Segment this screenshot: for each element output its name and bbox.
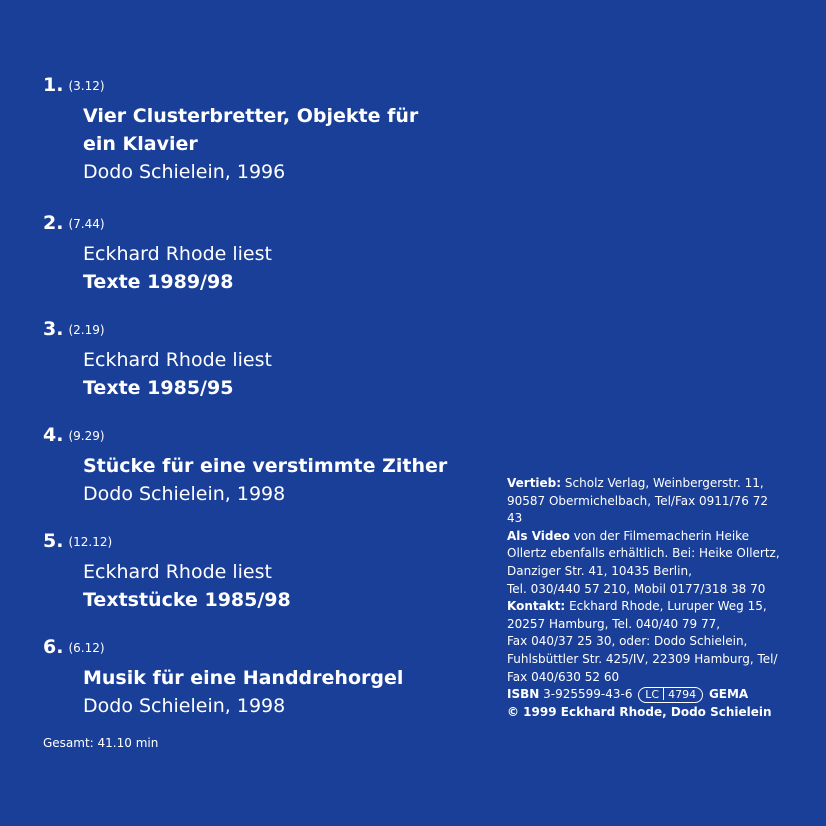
total-duration: Gesamt: 41.10 min bbox=[43, 736, 159, 750]
track-title: Musik für eine Handdrehorgel bbox=[83, 667, 404, 689]
copyright-line bbox=[507, 704, 807, 722]
track-duration: (2.19) bbox=[68, 323, 105, 337]
track-credit: Eckhard Rhode liest bbox=[83, 243, 272, 265]
kontakt-line: Fuhlsbüttler Str. 425/IV, 22309 Hamburg, Tel/ bbox=[507, 651, 778, 666]
isbn-label: ISBN bbox=[507, 687, 540, 702]
track-credit: Dodo Schielein, 1998 bbox=[83, 695, 286, 717]
track-credit: Dodo Schielein, 1998 bbox=[83, 483, 286, 505]
kontakt-block bbox=[507, 598, 807, 686]
track-duration: (6.12) bbox=[68, 641, 105, 655]
kontakt-line: Fax 040/630 52 60 bbox=[507, 669, 620, 684]
lc-label: LC bbox=[645, 688, 660, 702]
isbn-line bbox=[507, 686, 807, 704]
kontakt-line: 20257 Hamburg, Tel. 040/40 79 77, bbox=[507, 616, 721, 631]
track-header bbox=[43, 74, 463, 102]
vertrieb-label: Vertieb: bbox=[507, 476, 562, 490]
track-number: 4. bbox=[43, 424, 64, 446]
gema-label: GEMA bbox=[708, 687, 749, 702]
video-block bbox=[507, 528, 807, 598]
video-line: Tel. 030/440 57 210, Mobil 0177/318 38 70 bbox=[507, 581, 766, 596]
track-item bbox=[43, 212, 463, 296]
publisher-info bbox=[507, 475, 807, 721]
isbn-value: 3-925599-43-6 bbox=[543, 687, 633, 702]
track-number: 6. bbox=[43, 636, 64, 658]
vertrieb-line: 90587 Obermichelbach, Tel/Fax 0911/76 72 bbox=[507, 493, 768, 508]
video-line: Ollertz ebenfalls erhältlich. Bei: Heike Ollertz, bbox=[507, 546, 780, 561]
track-number: 2. bbox=[43, 212, 64, 234]
track-number: 5. bbox=[43, 530, 64, 552]
track-duration: (7.44) bbox=[68, 217, 105, 231]
kontakt-line: Eckhard Rhode, Luruper Weg 15, bbox=[569, 599, 767, 614]
vertrieb-line: Scholz Verlag, Weinbergerstr. 11, bbox=[564, 476, 764, 490]
track-number: 3. bbox=[43, 318, 64, 340]
track-title: Stücke für eine verstimmte Zither bbox=[83, 455, 448, 477]
track-title: Texte 1989/98 bbox=[83, 271, 234, 293]
track-duration: (12.12) bbox=[68, 535, 113, 549]
track-credit: Eckhard Rhode liest bbox=[83, 349, 272, 371]
label-code-badge bbox=[638, 687, 703, 703]
copyright-text: © 1999 Eckhard Rhode, Dodo Schielein bbox=[507, 704, 772, 719]
track-title: Textstücke 1985/98 bbox=[83, 589, 291, 611]
track-item bbox=[43, 636, 463, 720]
track-item bbox=[43, 74, 463, 186]
track-item bbox=[43, 318, 463, 402]
track-title: Texte 1985/95 bbox=[83, 377, 234, 399]
kontakt-label: Kontakt: bbox=[507, 599, 566, 614]
track-credit: Dodo Schielein, 1996 bbox=[83, 161, 286, 183]
track-duration: (3.12) bbox=[68, 79, 105, 93]
video-line: Danziger Str. 41, 10435 Berlin, bbox=[507, 563, 692, 578]
track-header bbox=[43, 212, 463, 240]
track-header bbox=[43, 318, 463, 346]
lc-number: 4794 bbox=[668, 688, 697, 702]
track-header bbox=[43, 636, 463, 664]
video-label: Als Video bbox=[507, 528, 570, 543]
vertrieb-line: 43 bbox=[507, 511, 523, 526]
track-duration: (9.29) bbox=[68, 429, 105, 443]
lc-divider bbox=[663, 688, 664, 700]
track-credit: Eckhard Rhode liest bbox=[83, 561, 272, 583]
track-header bbox=[43, 424, 463, 452]
track-number: 1. bbox=[43, 74, 64, 96]
vertrieb-block bbox=[507, 475, 807, 528]
video-line: von der Filmemacherin Heike bbox=[573, 528, 750, 543]
track-title: Vier Clusterbretter, Objekte für ein Klavier bbox=[83, 105, 419, 155]
kontakt-line: Fax 040/37 25 30, oder: Dodo Schielein, bbox=[507, 634, 748, 649]
track-item bbox=[43, 424, 463, 508]
track-item bbox=[43, 530, 463, 614]
track-header bbox=[43, 530, 463, 558]
